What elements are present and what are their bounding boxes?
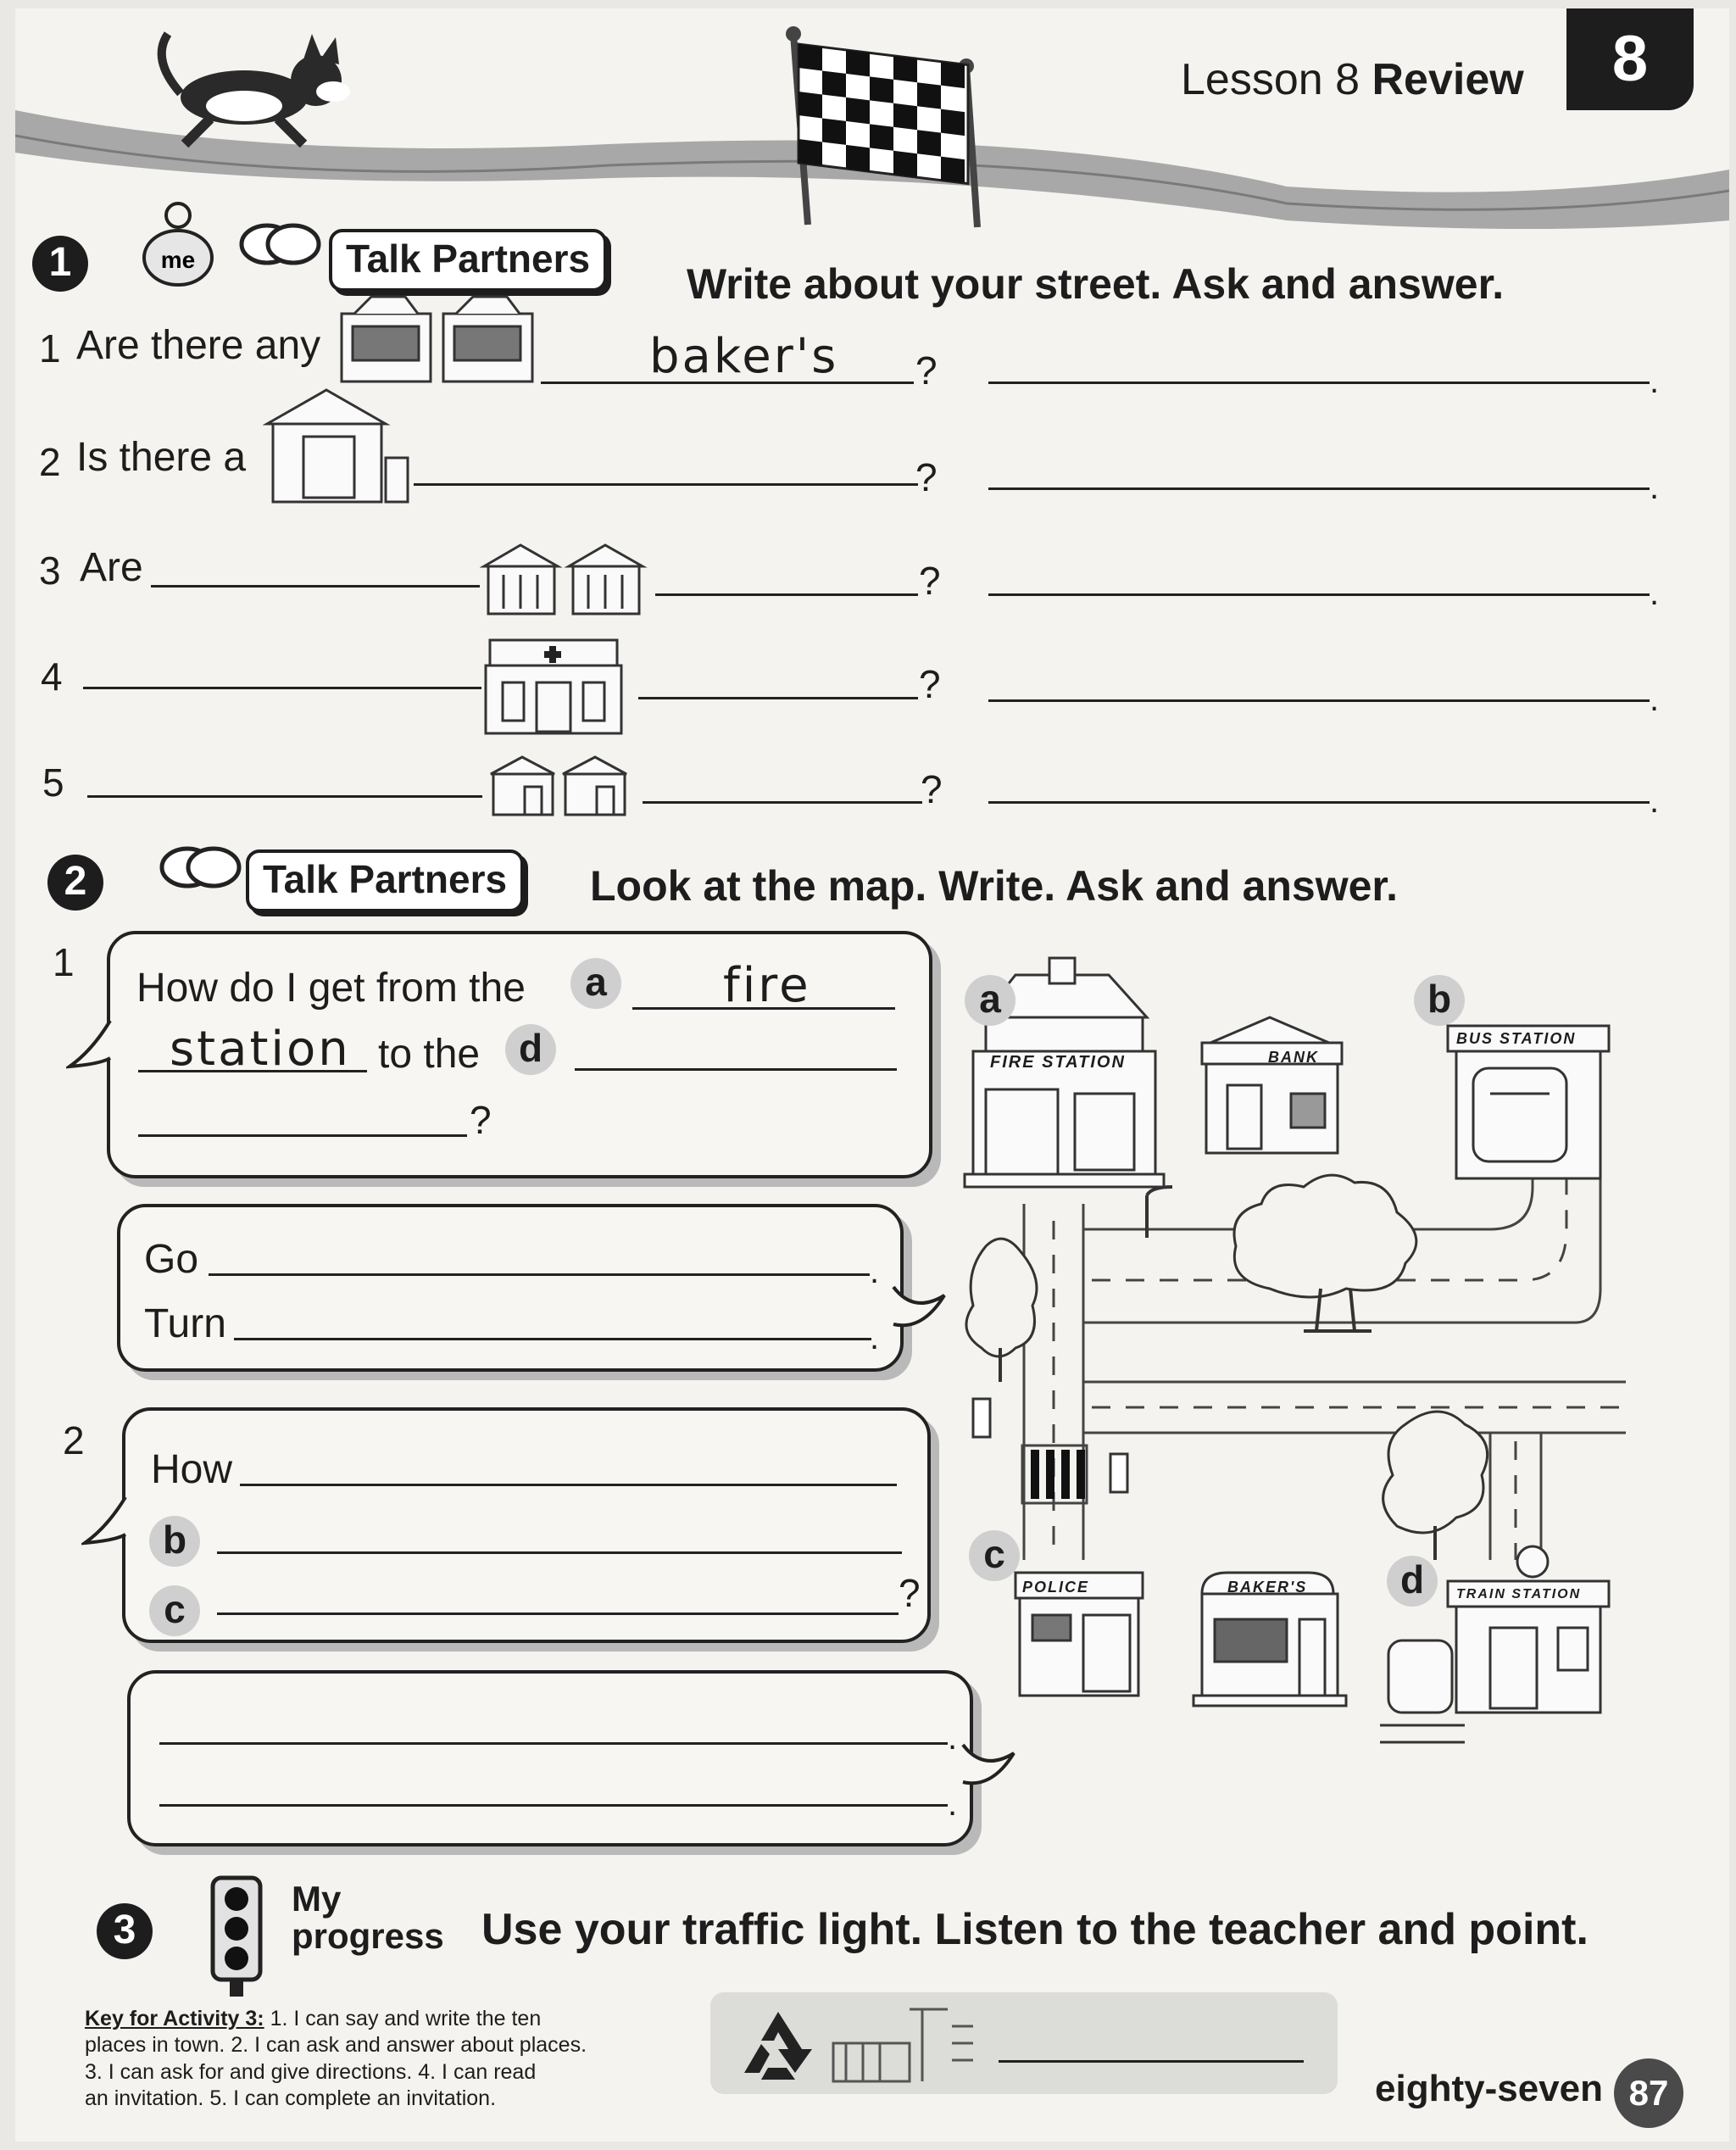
- item-2-number: 2: [39, 440, 61, 484]
- dialogue-2-line-c[interactable]: [217, 1612, 899, 1615]
- dialogue-1-line-d2[interactable]: [138, 1134, 467, 1137]
- banks-icon: [480, 541, 649, 617]
- dialogue-2-qmark: ?: [899, 1571, 921, 1615]
- handwritten-fire: fire: [723, 958, 811, 1013]
- hospital-icon: [481, 636, 634, 738]
- page-number-badge: 87: [1614, 2058, 1683, 2128]
- dialogue-1-answer-bubble: [117, 1204, 904, 1372]
- dialogue-1-text-part2: to the: [378, 1032, 481, 1077]
- progress-text: progress: [292, 1916, 444, 1957]
- item-4-qmark: ?: [919, 662, 941, 706]
- key-line-4: an invitation. 5. I can complete an invitation.: [85, 2086, 497, 2110]
- bakers-shops-icon: [337, 288, 541, 386]
- speech-bubbles-icon-2: [158, 844, 242, 894]
- key-line-1: Key for Activity 3: 1. I can say and write the ten: [85, 2007, 542, 2030]
- item-1-handwritten-answer: baker's: [649, 329, 839, 384]
- item-1-prompt: Are there any: [76, 323, 321, 368]
- activity-2-instruction: Look at the map. Write. Ask and answer.: [590, 862, 1399, 910]
- bakers-sign: BAKER'S: [1227, 1579, 1308, 1596]
- item-5-answer-line-1[interactable]: [87, 795, 482, 798]
- bubble-tail-2: [81, 1494, 132, 1553]
- checkered-flag-icon: [770, 25, 1024, 229]
- key-line-3: 3. I can ask for and give directions. 4. I can read: [85, 2059, 537, 2084]
- garden-sketch-icon: [829, 1992, 982, 2094]
- item-3-answer-line-2[interactable]: [655, 593, 918, 596]
- item-4-period: .: [1650, 681, 1660, 718]
- talk-partners-label-2: Talk Partners: [246, 849, 524, 912]
- houses-icon: [487, 753, 639, 821]
- answer-2-period-2: .: [948, 1785, 958, 1823]
- key-title: Key for Activity 3:: [85, 2007, 264, 2030]
- activity-2-badge: 2: [47, 855, 103, 911]
- dialogue-1-line-d1[interactable]: [575, 1068, 897, 1071]
- lesson-label: Lesson 8 Review: [1181, 55, 1524, 104]
- activity-1-instruction: Write about your street. Ask and answer.: [687, 260, 1505, 308]
- turn-answer-line[interactable]: [234, 1338, 871, 1340]
- item-4-number: 4: [41, 654, 63, 699]
- item-3-period: .: [1650, 575, 1660, 612]
- dialogue-2-number: 2: [63, 1418, 85, 1462]
- dialogue-2-line-b[interactable]: [217, 1551, 902, 1554]
- item-3-qmark: ?: [919, 559, 941, 603]
- train-station-sign: TRAIN STATION: [1456, 1587, 1582, 1601]
- item-1-period: .: [1650, 363, 1660, 400]
- item-3-prompt: Are: [80, 545, 143, 590]
- item-3-number: 3: [39, 549, 61, 593]
- item-5-response-line[interactable]: [988, 801, 1650, 804]
- bank-sign: BANK: [1268, 1049, 1319, 1066]
- dialogue-2-how: How: [151, 1447, 233, 1492]
- bubble-tail-right: [888, 1280, 948, 1340]
- workbook-page: [15, 8, 1729, 2142]
- key-for-activity: [85, 2006, 678, 2112]
- traffic-light-icon: [189, 1869, 282, 1997]
- police-sign: POLICE: [1022, 1579, 1090, 1596]
- item-4-response-line[interactable]: [988, 699, 1650, 702]
- item-4-answer-line-1[interactable]: [83, 687, 481, 689]
- item-2-period: .: [1650, 469, 1660, 506]
- dialogue-1-number: 1: [53, 940, 75, 984]
- unit-number-tab: 8: [1566, 8, 1694, 110]
- me-icon: [134, 197, 219, 290]
- activity-3-instruction: Use your traffic light. Listen to the teacher and point.: [481, 1905, 1589, 1954]
- item-2-response-line[interactable]: [988, 487, 1650, 490]
- bus-station-sign: BUS STATION: [1456, 1030, 1577, 1047]
- item-4-answer-line-2[interactable]: [638, 697, 918, 699]
- speech-bubbles-icon: [237, 220, 322, 271]
- item-5-answer-line-2[interactable]: [643, 801, 922, 804]
- turn-period: .: [870, 1319, 880, 1356]
- item-5-number: 5: [42, 760, 64, 805]
- item-3-answer-line-1[interactable]: [151, 585, 480, 588]
- dialogue-1-text-part1: How do I get from the: [136, 966, 526, 1011]
- item-5-period: .: [1650, 783, 1660, 820]
- activity-1-badge: 1: [32, 236, 88, 292]
- letter-a-badge: a: [570, 958, 621, 1009]
- item-1-response-line[interactable]: [988, 382, 1650, 384]
- my-progress-label: [292, 1880, 444, 1955]
- fire-station-sign: FIRE STATION: [990, 1053, 1126, 1072]
- dialogue-2-answer-line-1[interactable]: [159, 1742, 948, 1745]
- post-office-icon: [263, 382, 411, 509]
- map-letter-c: c: [969, 1530, 1020, 1581]
- go-label: Go: [144, 1237, 199, 1282]
- key-line-2: places in town. 2. I can ask and answer about places.: [85, 2033, 587, 2058]
- answer-2-period-1: .: [948, 1719, 958, 1757]
- dialogue-2-answer-bubble: [127, 1670, 973, 1846]
- recycle-icon: [736, 2005, 821, 2086]
- go-period: .: [870, 1253, 880, 1290]
- item-3-response-line[interactable]: [988, 593, 1650, 596]
- me-icon-label: me: [160, 247, 196, 273]
- letter-c-badge: c: [149, 1585, 200, 1636]
- page-number-words: eighty-seven: [1375, 2068, 1603, 2109]
- map-letter-d: d: [1387, 1556, 1438, 1607]
- dog-illustration: [142, 25, 363, 153]
- talk-partners-label-1: Talk Partners: [329, 229, 607, 292]
- bubble-tail: [66, 1017, 117, 1077]
- map-letter-b: b: [1414, 975, 1465, 1026]
- go-answer-line[interactable]: [209, 1273, 870, 1276]
- item-2-prompt: Is there a: [76, 435, 247, 480]
- item-5-qmark: ?: [921, 767, 943, 811]
- dialogue-1-qmark: ?: [470, 1098, 492, 1142]
- dialogue-2-question-bubble: [122, 1407, 931, 1643]
- recycle-answer-line[interactable]: [999, 2060, 1304, 2063]
- turn-label: Turn: [144, 1301, 226, 1346]
- item-1-qmark: ?: [915, 348, 938, 393]
- letter-d-badge: d: [505, 1024, 556, 1075]
- map-letter-a: a: [965, 975, 1015, 1026]
- dialogue-2-answer-line-2[interactable]: [159, 1804, 948, 1807]
- handwritten-station: station: [170, 1022, 351, 1077]
- my-text: My: [292, 1879, 342, 1919]
- item-2-qmark: ?: [915, 455, 938, 499]
- item-1-number: 1: [39, 326, 61, 370]
- letter-b-badge: b: [149, 1516, 200, 1567]
- item-2-answer-line[interactable]: [414, 483, 918, 486]
- activity-3-badge: 3: [97, 1903, 153, 1959]
- dialogue-2-line-1[interactable]: [240, 1484, 897, 1486]
